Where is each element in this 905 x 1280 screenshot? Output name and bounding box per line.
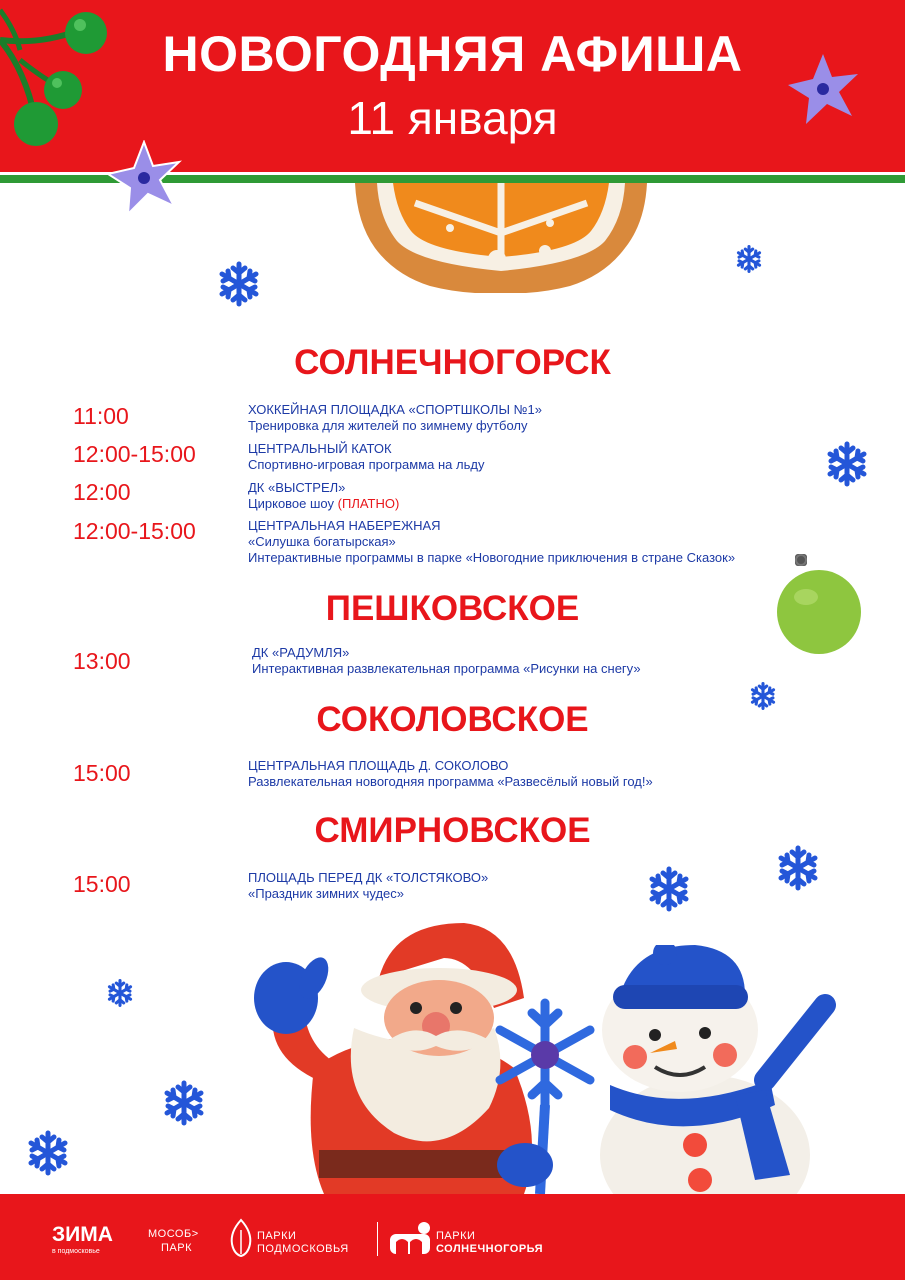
snowflake-icon [775,845,821,891]
snowflake-icon [216,261,262,307]
paid-badge: (ПЛАТНО) [337,496,400,511]
page-title: НОВОГОДНЯЯ АФИША [162,26,743,82]
event-description: Развлекательная новогодняя программа «Развесёлый новый год!» [248,774,653,789]
zima-logo-subtitle: в подмосковье [52,1248,100,1255]
purple-star-icon [106,140,182,218]
event-time: 12:00-15:00 [73,518,196,544]
event-time: 15:00 [73,760,131,786]
snowflake-icon [161,1080,207,1126]
zima-logo: ЗИМА [52,1223,113,1246]
parki-solnechnogorya-logo-line1: ПАРКИ [436,1230,476,1242]
event-time: 15:00 [73,871,131,897]
event-time: 11:00 [73,403,129,429]
snowflake-icon [646,866,692,912]
section-title-peshkovskoe: ПЕШКОВСКОЕ [325,589,580,628]
event-place: ЦЕНТРАЛЬНЫЙ КАТОК [248,441,392,456]
parki-podmoskovya-logo-icon [228,1218,254,1258]
event-details [248,441,484,473]
footer-divider [377,1222,378,1256]
event-place: ПЛОЩАДЬ ПЕРЕД ДК «ТОЛСТЯКОВО» [248,870,489,885]
event-details [248,480,399,512]
event-details [248,402,542,434]
event-details [248,758,653,790]
event-description: Спортивно-игровая программа на льду [248,457,485,472]
snowman-icon [595,945,845,1194]
event-place: ЦЕНТРАЛЬНАЯ НАБЕРЕЖНАЯ [248,518,441,533]
event-description: Интерактивная развлекательная программа «Рисунки на снегу» [252,661,641,676]
orange-cookie-icon [355,183,647,293]
event-time: 12:00-15:00 [73,441,196,467]
event-description-text: Цирковое шоу [248,496,335,511]
page-date: 11 января [347,92,558,144]
section-title-smirnovskoe: СМИРНОВСКОЕ [314,811,591,850]
parki-solnechnogorya-logo-icon [388,1218,434,1258]
mosobl-park-logo-line2: ПАРК [161,1242,192,1254]
snowflake-icon [734,244,764,274]
mosobl-park-logo-line1: МОСОБ> [148,1228,199,1240]
event-time: 12:00 [73,479,131,505]
event-place: ДК «РАДУМЛЯ» [252,645,350,660]
snowflake-wand-icon [480,995,610,1194]
event-description: «Праздник зимних чудес» [248,886,404,901]
parki-podmoskovya-logo-line2: ПОДМОСКОВЬЯ [257,1243,349,1255]
event-place: ДК «ВЫСТРЕЛ» [248,480,346,495]
event-details [248,518,735,566]
parki-podmoskovya-logo-line1: ПАРКИ [257,1230,297,1242]
event-details [248,870,488,902]
berry-branch-icon [0,0,120,150]
snowflake-icon [105,978,135,1008]
event-time: 13:00 [73,648,131,674]
event-description: «Силушка богатырская» [248,534,396,549]
snowflake-icon [25,1130,71,1176]
event-description: Интерактивные программы в парке «Новогодние приключения в стране Сказок» [248,550,736,565]
section-title-solnechnogorsk: СОЛНЕЧНОГОРСК [294,343,611,382]
event-details [252,645,641,677]
purple-star-icon [786,52,860,128]
event-description: Тренировка для жителей по зимнему футболу [248,418,528,433]
section-title-sokolovskoe: СОКОЛОВСКОЕ [316,700,589,739]
event-description [248,496,399,512]
snowflake-icon [824,441,870,487]
event-place: ХОККЕЙНАЯ ПЛОЩАДКА «СПОРТШКОЛЫ №1» [248,402,542,417]
event-place: ЦЕНТРАЛЬНАЯ ПЛОЩАДЬ Д. СОКОЛОВО [248,758,509,773]
parki-solnechnogorya-logo-line2: СОЛНЕЧНОГОРЬЯ [436,1243,544,1255]
